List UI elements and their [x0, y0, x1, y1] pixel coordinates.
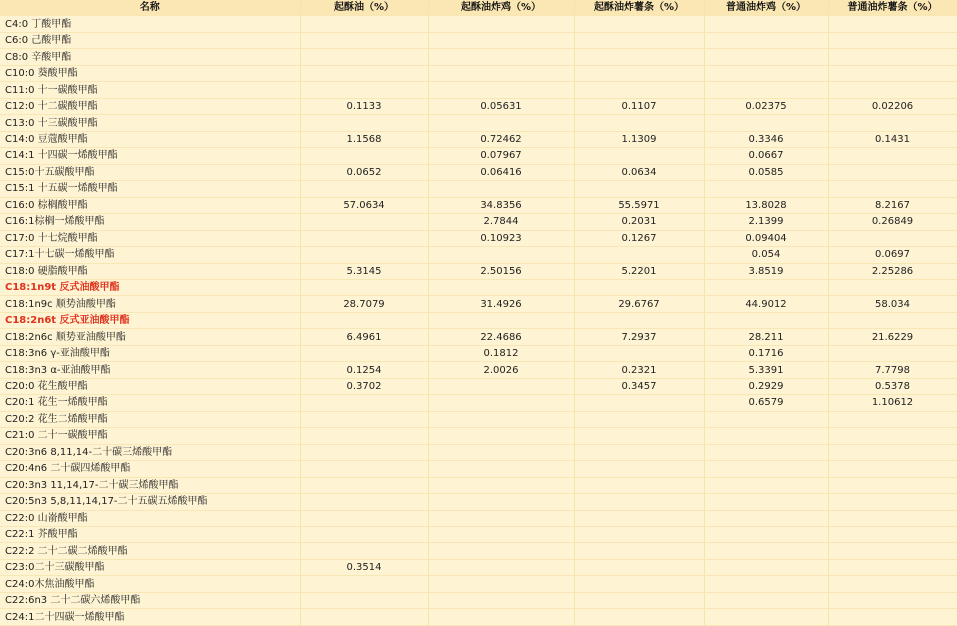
value-cell-shortening-fries: [574, 428, 704, 444]
value-cell-shortening: [300, 16, 428, 32]
value-cell-shortening: 0.1254: [300, 362, 428, 378]
value-cell-shortening-fried-chicken: 34.8356: [428, 197, 574, 213]
value-cell-shortening-fries: [574, 411, 704, 427]
value-cell-shortening-fries: [574, 115, 704, 131]
compound-name-cell: C14:1 十四碳一烯酸甲酯: [0, 148, 300, 164]
value-cell-shortening-fried-chicken: 0.06416: [428, 164, 574, 180]
value-cell-regular-oil-fries: [828, 428, 957, 444]
value-cell-regular-oil-fries: 8.2167: [828, 197, 957, 213]
value-cell-shortening-fried-chicken: [428, 82, 574, 98]
value-cell-regular-oil-fries: [828, 230, 957, 246]
compound-name-cell: C24:0木焦油酸甲酯: [0, 576, 300, 592]
value-cell-shortening-fries: [574, 477, 704, 493]
value-cell-regular-oil-fries: [828, 411, 957, 427]
value-cell-shortening-fries: [574, 65, 704, 81]
value-cell-regular-oil-fried-chicken: 0.054: [704, 247, 828, 263]
value-cell-regular-oil-fried-chicken: [704, 279, 828, 295]
compound-name-cell: C21:0 二十一碳酸甲酯: [0, 428, 300, 444]
value-cell-shortening-fries: 1.1309: [574, 131, 704, 147]
value-cell-shortening: [300, 82, 428, 98]
value-cell-shortening: 28.7079: [300, 296, 428, 312]
table-row: [0, 543, 957, 559]
value-cell-regular-oil-fried-chicken: 13.8028: [704, 197, 828, 213]
table-row: [0, 609, 957, 625]
compound-name-cell: C23:0二十三碳酸甲酯: [0, 559, 300, 575]
value-cell-shortening-fried-chicken: [428, 279, 574, 295]
value-cell-regular-oil-fried-chicken: [704, 181, 828, 197]
value-cell-shortening-fries: [574, 576, 704, 592]
value-cell-shortening-fries: 5.2201: [574, 263, 704, 279]
value-cell-shortening: [300, 592, 428, 608]
value-cell-regular-oil-fries: 58.034: [828, 296, 957, 312]
value-cell-shortening: [300, 510, 428, 526]
compound-name-cell: C17:0 十七烷酸甲酯: [0, 230, 300, 246]
compound-name-cell: C20:3n6 8,11,14-二十碳三烯酸甲酯: [0, 444, 300, 460]
value-cell-shortening-fries: 0.1267: [574, 230, 704, 246]
compound-name-cell: C20:4n6 二十碳四烯酸甲酯: [0, 461, 300, 477]
value-cell-shortening: [300, 49, 428, 65]
value-cell-regular-oil-fries: [828, 115, 957, 131]
value-cell-shortening: 6.4961: [300, 329, 428, 345]
value-cell-shortening-fried-chicken: [428, 395, 574, 411]
table-row: [0, 16, 957, 32]
value-cell-regular-oil-fried-chicken: [704, 477, 828, 493]
value-cell-regular-oil-fried-chicken: 3.8519: [704, 263, 828, 279]
table-row: [0, 428, 957, 444]
value-cell-shortening: [300, 461, 428, 477]
compound-name-cell: C22:2 二十二碳二烯酸甲酯: [0, 543, 300, 559]
value-cell-shortening: [300, 543, 428, 559]
table-row: [0, 148, 957, 164]
value-cell-regular-oil-fries: [828, 65, 957, 81]
value-cell-shortening: [300, 247, 428, 263]
value-cell-shortening-fries: 0.1107: [574, 98, 704, 114]
value-cell-regular-oil-fries: 7.7798: [828, 362, 957, 378]
value-cell-regular-oil-fried-chicken: [704, 115, 828, 131]
value-cell-shortening-fried-chicken: [428, 115, 574, 131]
value-cell-regular-oil-fried-chicken: [704, 444, 828, 460]
compound-name-cell: C22:0 山嵛酸甲酯: [0, 510, 300, 526]
value-cell-regular-oil-fried-chicken: [704, 559, 828, 575]
value-cell-shortening-fries: [574, 312, 704, 328]
value-cell-shortening-fried-chicken: [428, 609, 574, 625]
value-cell-shortening-fries: [574, 461, 704, 477]
table-row: [0, 395, 957, 411]
table-row: [0, 477, 957, 493]
value-cell-shortening-fries: [574, 247, 704, 263]
value-cell-shortening-fried-chicken: [428, 247, 574, 263]
value-cell-shortening: 57.0634: [300, 197, 428, 213]
value-cell-shortening: [300, 576, 428, 592]
value-cell-shortening: [300, 411, 428, 427]
value-cell-shortening-fries: [574, 559, 704, 575]
compound-name-cell: C18:2n6t 反式亚油酸甲酯: [0, 312, 300, 328]
value-cell-regular-oil-fried-chicken: [704, 461, 828, 477]
value-cell-regular-oil-fried-chicken: [704, 527, 828, 543]
value-cell-regular-oil-fries: [828, 494, 957, 510]
value-cell-regular-oil-fries: 0.26849: [828, 214, 957, 230]
value-cell-regular-oil-fried-chicken: [704, 312, 828, 328]
value-cell-regular-oil-fried-chicken: 28.211: [704, 329, 828, 345]
table-row: [0, 49, 957, 65]
value-cell-shortening-fries: 55.5971: [574, 197, 704, 213]
value-cell-shortening-fried-chicken: [428, 494, 574, 510]
compound-name-cell: C18:3n3 α-亚油酸甲酯: [0, 362, 300, 378]
value-cell-regular-oil-fried-chicken: [704, 428, 828, 444]
value-cell-shortening: [300, 494, 428, 510]
value-cell-shortening-fried-chicken: [428, 181, 574, 197]
value-cell-shortening-fried-chicken: 22.4686: [428, 329, 574, 345]
table-body: [0, 16, 957, 625]
value-cell-regular-oil-fries: [828, 279, 957, 295]
compound-name-cell: C24:1二十四碳一烯酸甲酯: [0, 609, 300, 625]
value-cell-shortening-fries: [574, 82, 704, 98]
table-row: [0, 461, 957, 477]
value-cell-shortening: 0.3702: [300, 378, 428, 394]
value-cell-regular-oil-fries: 2.25286: [828, 263, 957, 279]
table-row: [0, 197, 957, 213]
table-row: [0, 181, 957, 197]
value-cell-regular-oil-fried-chicken: 0.2929: [704, 378, 828, 394]
header-shortening-fried-chicken: 起酥油炸鸡（%）: [428, 0, 574, 16]
value-cell-shortening-fried-chicken: 0.07967: [428, 148, 574, 164]
value-cell-shortening-fried-chicken: [428, 477, 574, 493]
table-row: [0, 378, 957, 394]
value-cell-regular-oil-fries: [828, 527, 957, 543]
value-cell-regular-oil-fries: 0.5378: [828, 378, 957, 394]
compound-name-cell: C18:1n9c 顺势油酸甲酯: [0, 296, 300, 312]
value-cell-regular-oil-fries: [828, 49, 957, 65]
value-cell-regular-oil-fried-chicken: 2.1399: [704, 214, 828, 230]
value-cell-regular-oil-fries: [828, 477, 957, 493]
value-cell-regular-oil-fried-chicken: [704, 49, 828, 65]
compound-name-cell: C18:3n6 γ-亚油酸甲酯: [0, 345, 300, 361]
value-cell-shortening: 0.1133: [300, 98, 428, 114]
value-cell-shortening: [300, 312, 428, 328]
value-cell-shortening-fries: [574, 444, 704, 460]
value-cell-shortening: [300, 444, 428, 460]
value-cell-regular-oil-fried-chicken: 0.0585: [704, 164, 828, 180]
value-cell-regular-oil-fried-chicken: [704, 576, 828, 592]
table-row: [0, 329, 957, 345]
value-cell-regular-oil-fries: 1.10612: [828, 395, 957, 411]
value-cell-shortening-fried-chicken: 2.7844: [428, 214, 574, 230]
compound-name-cell: C15:0十五碳酸甲酯: [0, 164, 300, 180]
compound-name-cell: C22:1 芥酸甲酯: [0, 527, 300, 543]
table-row: [0, 345, 957, 361]
compound-name-cell: C12:0 十二碳酸甲酯: [0, 98, 300, 114]
value-cell-shortening-fries: [574, 395, 704, 411]
value-cell-regular-oil-fries: [828, 609, 957, 625]
table-row: [0, 214, 957, 230]
value-cell-shortening-fried-chicken: [428, 49, 574, 65]
header-regular-oil-fries: 普通油炸薯条（%）: [828, 0, 957, 16]
table-row: [0, 230, 957, 246]
table-row: [0, 494, 957, 510]
compound-name-cell: C6:0 己酸甲酯: [0, 32, 300, 48]
value-cell-shortening-fries: [574, 32, 704, 48]
value-cell-shortening-fried-chicken: [428, 543, 574, 559]
value-cell-shortening-fries: [574, 181, 704, 197]
table-row: [0, 115, 957, 131]
value-cell-regular-oil-fried-chicken: [704, 510, 828, 526]
value-cell-regular-oil-fries: 21.6229: [828, 329, 957, 345]
compound-name-cell: C22:6n3 二十二碳六烯酸甲酯: [0, 592, 300, 608]
compound-name-cell: C20:3n3 11,14,17-二十碳三烯酸甲酯: [0, 477, 300, 493]
value-cell-shortening-fries: [574, 527, 704, 543]
table-row: [0, 247, 957, 263]
value-cell-shortening-fried-chicken: [428, 510, 574, 526]
value-cell-regular-oil-fries: [828, 16, 957, 32]
value-cell-regular-oil-fries: [828, 559, 957, 575]
value-cell-shortening: [300, 148, 428, 164]
value-cell-regular-oil-fried-chicken: [704, 82, 828, 98]
header-shortening-fries: 起酥油炸薯条（%）: [574, 0, 704, 16]
value-cell-shortening-fried-chicken: [428, 312, 574, 328]
value-cell-regular-oil-fried-chicken: 44.9012: [704, 296, 828, 312]
value-cell-shortening-fried-chicken: [428, 461, 574, 477]
table-row: [0, 263, 957, 279]
compound-name-cell: C15:1 十五碳一烯酸甲酯: [0, 181, 300, 197]
table-row: [0, 65, 957, 81]
value-cell-shortening: [300, 214, 428, 230]
value-cell-regular-oil-fried-chicken: [704, 592, 828, 608]
value-cell-shortening: [300, 181, 428, 197]
value-cell-regular-oil-fried-chicken: [704, 411, 828, 427]
value-cell-shortening-fries: [574, 494, 704, 510]
value-cell-regular-oil-fries: 0.0697: [828, 247, 957, 263]
value-cell-shortening-fried-chicken: 0.05631: [428, 98, 574, 114]
table-row: [0, 296, 957, 312]
compound-name-cell: C20:0 花生酸甲酯: [0, 378, 300, 394]
value-cell-shortening-fries: [574, 592, 704, 608]
value-cell-regular-oil-fried-chicken: 0.6579: [704, 395, 828, 411]
table-row: [0, 32, 957, 48]
value-cell-shortening: [300, 428, 428, 444]
value-cell-shortening-fries: 0.3457: [574, 378, 704, 394]
value-cell-shortening: 0.3514: [300, 559, 428, 575]
value-cell-regular-oil-fries: [828, 148, 957, 164]
value-cell-shortening-fried-chicken: 0.1812: [428, 345, 574, 361]
value-cell-regular-oil-fries: [828, 592, 957, 608]
value-cell-shortening-fried-chicken: [428, 559, 574, 575]
value-cell-shortening-fries: [574, 510, 704, 526]
value-cell-regular-oil-fried-chicken: 5.3391: [704, 362, 828, 378]
value-cell-shortening-fries: [574, 148, 704, 164]
value-cell-shortening-fries: 29.6767: [574, 296, 704, 312]
value-cell-regular-oil-fries: [828, 345, 957, 361]
value-cell-shortening: [300, 345, 428, 361]
value-cell-shortening-fries: [574, 16, 704, 32]
value-cell-shortening-fried-chicken: [428, 592, 574, 608]
value-cell-shortening-fried-chicken: [428, 444, 574, 460]
value-cell-regular-oil-fries: 0.1431: [828, 131, 957, 147]
value-cell-shortening-fried-chicken: [428, 65, 574, 81]
value-cell-shortening-fries: [574, 345, 704, 361]
value-cell-shortening-fries: 0.2321: [574, 362, 704, 378]
value-cell-regular-oil-fries: [828, 32, 957, 48]
value-cell-regular-oil-fries: [828, 444, 957, 460]
compound-name-cell: C8:0 辛酸甲酯: [0, 49, 300, 65]
value-cell-regular-oil-fried-chicken: [704, 609, 828, 625]
compound-name-cell: C10:0 葵酸甲酯: [0, 65, 300, 81]
value-cell-shortening-fries: 7.2937: [574, 329, 704, 345]
table-row: [0, 444, 957, 460]
table-row: [0, 362, 957, 378]
value-cell-shortening-fried-chicken: [428, 16, 574, 32]
value-cell-shortening-fried-chicken: 0.10923: [428, 230, 574, 246]
value-cell-shortening-fries: [574, 543, 704, 559]
value-cell-shortening-fried-chicken: [428, 411, 574, 427]
compound-name-cell: C14:0 豆蔻酸甲酯: [0, 131, 300, 147]
value-cell-shortening-fries: [574, 609, 704, 625]
compound-name-cell: C18:2n6c 顺势亚油酸甲酯: [0, 329, 300, 345]
value-cell-regular-oil-fries: [828, 543, 957, 559]
value-cell-shortening-fried-chicken: 2.50156: [428, 263, 574, 279]
value-cell-shortening: [300, 527, 428, 543]
value-cell-shortening-fried-chicken: 0.72462: [428, 131, 574, 147]
value-cell-regular-oil-fried-chicken: 0.02375: [704, 98, 828, 114]
value-cell-shortening-fries: [574, 279, 704, 295]
value-cell-shortening: [300, 279, 428, 295]
table-row: [0, 559, 957, 575]
value-cell-shortening: [300, 230, 428, 246]
table-row: [0, 411, 957, 427]
value-cell-shortening-fried-chicken: [428, 378, 574, 394]
value-cell-regular-oil-fried-chicken: 0.1716: [704, 345, 828, 361]
compound-name-cell: C18:0 硬脂酸甲酯: [0, 263, 300, 279]
value-cell-regular-oil-fries: [828, 312, 957, 328]
value-cell-regular-oil-fries: [828, 82, 957, 98]
value-cell-shortening: [300, 65, 428, 81]
value-cell-shortening: 5.3145: [300, 263, 428, 279]
value-cell-regular-oil-fried-chicken: [704, 494, 828, 510]
compound-name-cell: C20:1 花生一烯酸甲酯: [0, 395, 300, 411]
value-cell-shortening-fried-chicken: [428, 428, 574, 444]
compound-name-cell: C13:0 十三碳酸甲酯: [0, 115, 300, 131]
table-row: [0, 98, 957, 114]
table-row: [0, 131, 957, 147]
value-cell-regular-oil-fries: [828, 164, 957, 180]
table-row: [0, 576, 957, 592]
header-name: 名称: [0, 0, 300, 16]
compound-name-cell: C11:0 十一碳酸甲酯: [0, 82, 300, 98]
value-cell-shortening: [300, 115, 428, 131]
value-cell-shortening-fried-chicken: [428, 527, 574, 543]
value-cell-shortening-fried-chicken: [428, 32, 574, 48]
value-cell-regular-oil-fried-chicken: [704, 16, 828, 32]
table-row: [0, 279, 957, 295]
table-row: [0, 592, 957, 608]
value-cell-shortening-fries: 0.2031: [574, 214, 704, 230]
value-cell-shortening: [300, 32, 428, 48]
table-row: [0, 164, 957, 180]
value-cell-regular-oil-fried-chicken: 0.09404: [704, 230, 828, 246]
table-row: [0, 510, 957, 526]
header-shortening: 起酥油（%）: [300, 0, 428, 16]
compound-name-cell: C20:2 花生二烯酸甲酯: [0, 411, 300, 427]
compound-name-cell: C16:1棕榈一烯酸甲酯: [0, 214, 300, 230]
value-cell-regular-oil-fried-chicken: 0.3346: [704, 131, 828, 147]
value-cell-shortening-fried-chicken: 31.4926: [428, 296, 574, 312]
value-cell-shortening-fries: [574, 49, 704, 65]
value-cell-regular-oil-fries: [828, 181, 957, 197]
compound-name-cell: C20:5n3 5,8,11,14,17-二十五碳五烯酸甲酯: [0, 494, 300, 510]
value-cell-shortening: 1.1568: [300, 131, 428, 147]
table-row: [0, 312, 957, 328]
table-row: [0, 527, 957, 543]
table-row: [0, 82, 957, 98]
value-cell-shortening-fried-chicken: [428, 576, 574, 592]
value-cell-shortening-fried-chicken: 2.0026: [428, 362, 574, 378]
value-cell-shortening: [300, 477, 428, 493]
value-cell-shortening-fries: 0.0634: [574, 164, 704, 180]
compound-name-cell: C16:0 棕榈酸甲酯: [0, 197, 300, 213]
value-cell-shortening: 0.0652: [300, 164, 428, 180]
value-cell-shortening: [300, 395, 428, 411]
value-cell-regular-oil-fried-chicken: [704, 65, 828, 81]
value-cell-regular-oil-fries: [828, 576, 957, 592]
value-cell-regular-oil-fries: [828, 510, 957, 526]
compound-name-cell: C18:1n9t 反式油酸甲酯: [0, 279, 300, 295]
value-cell-regular-oil-fried-chicken: 0.0667: [704, 148, 828, 164]
compound-name-cell: C4:0 丁酸甲酯: [0, 16, 300, 32]
value-cell-regular-oil-fries: 0.02206: [828, 98, 957, 114]
value-cell-regular-oil-fried-chicken: [704, 32, 828, 48]
header-row: [0, 0, 957, 16]
header-regular-oil-fried-chicken: 普通油炸鸡（%）: [704, 0, 828, 16]
compound-name-cell: C17:1十七碳一烯酸甲酯: [0, 247, 300, 263]
value-cell-regular-oil-fries: [828, 461, 957, 477]
value-cell-regular-oil-fried-chicken: [704, 543, 828, 559]
value-cell-shortening: [300, 609, 428, 625]
